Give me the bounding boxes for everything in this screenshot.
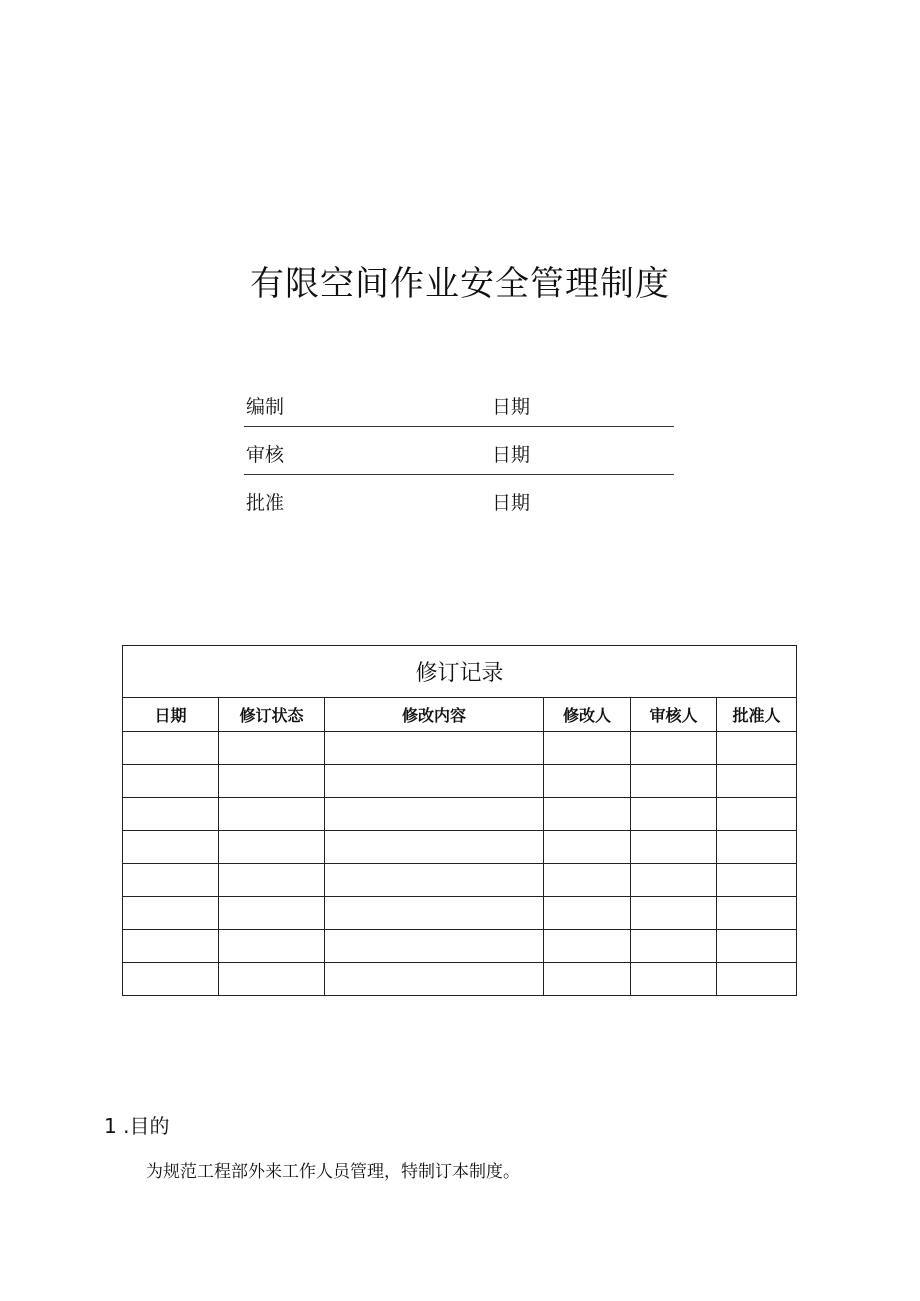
revision-table-body <box>123 732 797 996</box>
table-cell <box>123 732 219 765</box>
signoff-role: 批准 <box>246 492 285 514</box>
table-cell <box>123 897 219 930</box>
table-row <box>123 963 797 996</box>
signoff-role: 编制 <box>246 396 285 418</box>
table-cell <box>717 897 797 930</box>
revision-table-caption: 修订记录 <box>123 646 797 698</box>
table-cell <box>544 930 631 963</box>
table-cell <box>325 963 544 996</box>
column-header-approver: 批准人 <box>717 698 797 732</box>
table-cell <box>219 930 325 963</box>
table-cell <box>631 831 717 864</box>
table-cell <box>325 864 544 897</box>
table-cell <box>219 831 325 864</box>
table-cell <box>544 864 631 897</box>
signoff-row-approve <box>244 484 674 532</box>
table-cell <box>325 765 544 798</box>
table-row <box>123 831 797 864</box>
table-cell <box>544 798 631 831</box>
table-cell <box>544 963 631 996</box>
table-cell <box>123 864 219 897</box>
table-row <box>123 765 797 798</box>
table-cell <box>123 798 219 831</box>
table-row <box>123 864 797 897</box>
table-cell <box>544 732 631 765</box>
table-cell <box>544 831 631 864</box>
table-cell <box>544 765 631 798</box>
column-header-modifier: 修改人 <box>544 698 631 732</box>
signoff-block <box>244 388 674 532</box>
table-cell <box>219 864 325 897</box>
revision-table <box>122 645 797 996</box>
table-cell <box>717 963 797 996</box>
table-cell <box>717 930 797 963</box>
table-cell <box>123 963 219 996</box>
table-cell <box>219 732 325 765</box>
table-cell <box>123 831 219 864</box>
section-heading: 1 .目的 <box>104 1114 170 1138</box>
table-cell <box>325 831 544 864</box>
table-cell <box>325 897 544 930</box>
table-cell <box>325 930 544 963</box>
table-cell <box>325 798 544 831</box>
table-cell <box>631 864 717 897</box>
signoff-date-label: 日期 <box>492 492 531 514</box>
table-cell <box>631 732 717 765</box>
table-cell <box>631 930 717 963</box>
table-cell <box>717 765 797 798</box>
signoff-date-label: 日期 <box>492 396 531 418</box>
table-cell <box>631 798 717 831</box>
table-cell <box>717 831 797 864</box>
signoff-date-label: 日期 <box>492 444 531 466</box>
signoff-row-compile <box>244 388 674 436</box>
table-cell <box>325 732 544 765</box>
column-header-revision-status: 修订状态 <box>219 698 325 732</box>
column-header-reviewer: 审核人 <box>631 698 717 732</box>
table-cell <box>717 798 797 831</box>
table-cell <box>123 765 219 798</box>
table-cell <box>219 798 325 831</box>
table-cell <box>219 897 325 930</box>
table-row <box>123 930 797 963</box>
table-row <box>123 732 797 765</box>
document-title: 有限空间作业安全管理制度 <box>250 264 670 304</box>
table-cell <box>219 963 325 996</box>
column-header-revision-content: 修改内容 <box>325 698 544 732</box>
table-cell <box>123 930 219 963</box>
table-row <box>123 798 797 831</box>
table-cell <box>631 897 717 930</box>
table-cell <box>631 963 717 996</box>
table-cell <box>544 897 631 930</box>
column-header-date: 日期 <box>123 698 219 732</box>
table-cell <box>717 864 797 897</box>
table-cell <box>631 765 717 798</box>
table-cell <box>219 765 325 798</box>
section-body-text: 为规范工程部外来工作人员管理，特制订本制度。 <box>146 1162 520 1182</box>
table-row <box>123 897 797 930</box>
signoff-row-review <box>244 436 674 484</box>
table-cell <box>717 732 797 765</box>
signoff-role: 审核 <box>246 444 285 466</box>
